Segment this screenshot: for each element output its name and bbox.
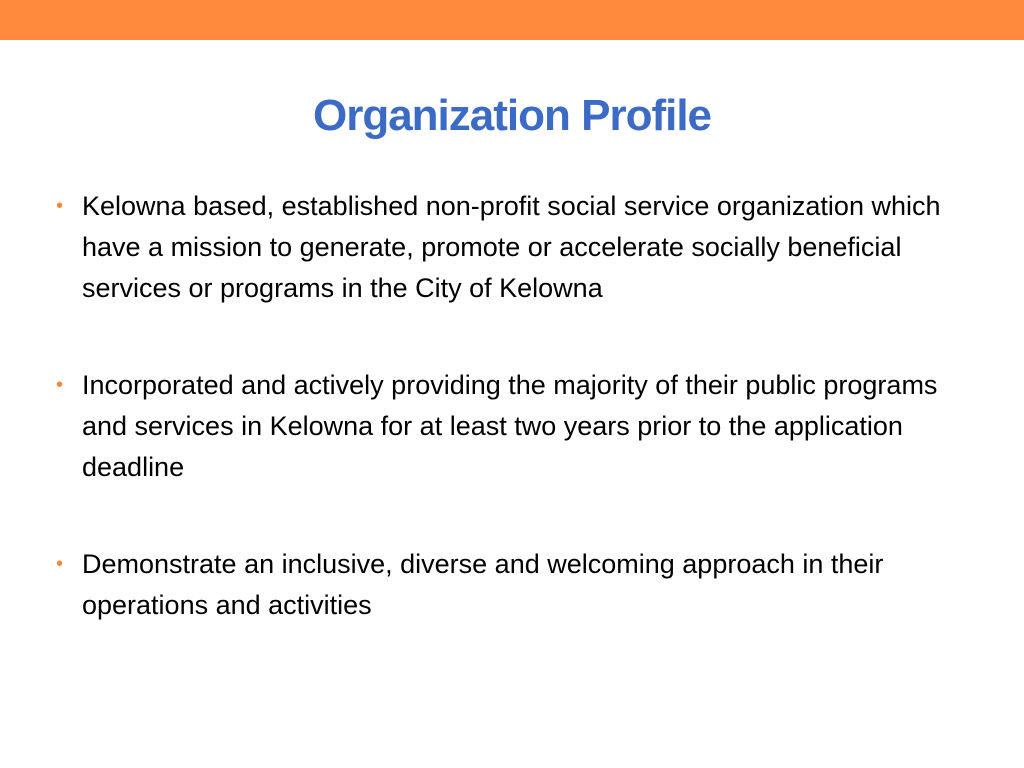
bullet-marker: •	[56, 195, 64, 217]
bullet-marker: •	[56, 553, 64, 575]
bullet-item	[56, 544, 976, 626]
bullet-marker: •	[56, 374, 64, 396]
slide-title: Organization Profile	[312, 91, 712, 140]
bullet-item	[56, 186, 976, 309]
bullet-list	[56, 186, 976, 626]
accent-top-bar	[0, 0, 1024, 40]
bullet-text: Kelowna based, established non-profit social service organization which have a mission to generate, promote or accelerate socially beneficial services or programs in the City of Kelowna	[82, 191, 941, 303]
bullet-text: Incorporated and actively providing the majority of their public programs and services in Kelowna for at least two years prior to the application deadline	[82, 370, 938, 482]
bullet-item	[56, 365, 976, 488]
bullet-text: Demonstrate an inclusive, diverse and welcoming approach in their operations and activities	[82, 549, 884, 620]
